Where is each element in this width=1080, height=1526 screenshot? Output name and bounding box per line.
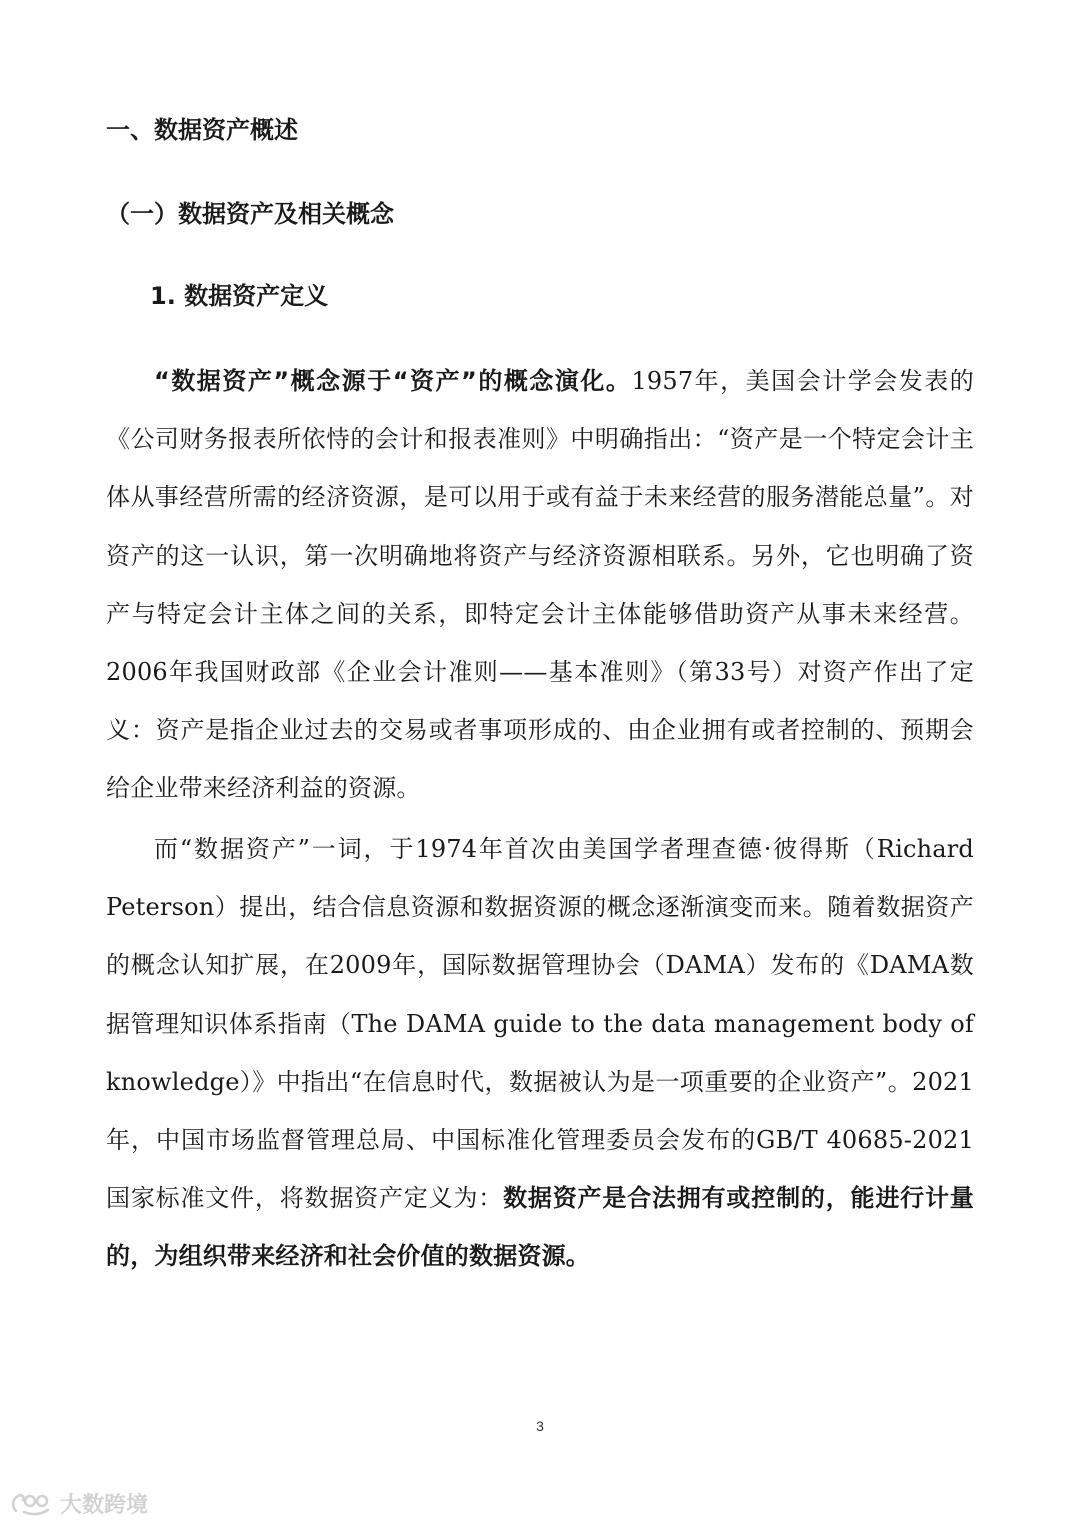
paragraph-body: 1957年，美国会计学会发表的《公司财务报表所依恃的会计和报表准则》中明确指出：“资产是一个特定会计主体从事经营所需的经济资源，是可以用于或有益于未来经营的服务潜能总量”。对资产的这一认识，第一次明确地将资产与经济资源相联系。另外，它也明确了资产与特定会计主体之间的关系，即特定会计主体能够借助资产从事未来经营。2006年我国财政部《企业会计准则——基本准则》（第33号）对资产作出了定义：资产是指企业过去的交易或者事项形成的、由企业拥有或者控制的、预期会给企业带来经济利益的资源。 [106, 367, 975, 803]
paragraph-lead-bold: “数据资产”概念源于“资产”的概念演化。 [154, 367, 632, 395]
definition-bold: 数据资产是合法拥有或控制的，能进行计量的，为组织带来经济和社会价值的数据资源。 [106, 1184, 974, 1271]
watermark-text: 大数跨境 [60, 1493, 149, 1518]
paragraph-body: 而“数据资产”一词，于1974年首次由美国学者理查德·彼得斯（Richard Peterson）提出，结合信息资源和数据资源的概念逐渐演变而来。随着数据资产的概念认知扩展，在2009年，国际数据管理协会（DAMA）发布的《DAMA数据管理知识体系指南（The DAMA guide to the data management body of knowledge）》中指出“在信息时代，数据被认为是一项重要的企业资产”。2021年，中国市场监督管理总局、中国标准化管理委员会发布的GB/T 40685-2021国家标准文件，将数据资产定义为： [106, 835, 974, 1213]
section-heading: 一、数据资产概述 [106, 116, 298, 144]
brand-logo-icon [10, 1491, 54, 1517]
watermark [10, 1488, 148, 1519]
paragraph-data-asset-definition [106, 820, 974, 1286]
subsubsection-heading: 1. 数据资产定义 [150, 282, 329, 310]
page-number: 3 [536, 1418, 544, 1434]
subsection-heading: （一）数据资产及相关概念 [106, 200, 394, 228]
paragraph-asset-concept [106, 352, 974, 818]
